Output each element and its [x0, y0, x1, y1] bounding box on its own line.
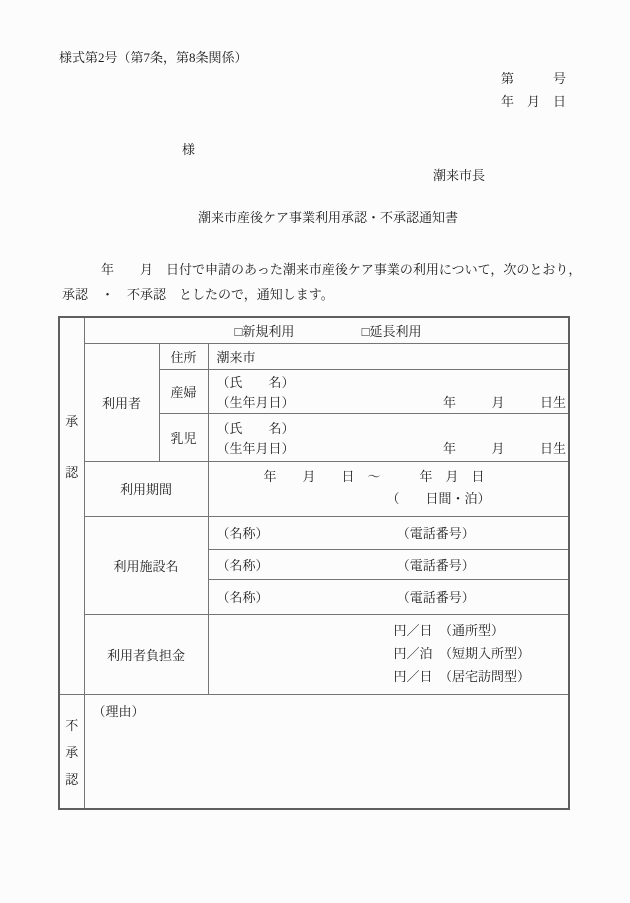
- infant-birthdate-line: [209, 439, 569, 459]
- facility-name-label: （名称）: [216, 557, 269, 573]
- usage-type-cell: [84, 317, 569, 343]
- fee-value-cell: [208, 614, 569, 694]
- usage-type-row: [59, 317, 569, 343]
- mother-label-cell: 産婦: [159, 369, 208, 413]
- fee-line-home-visit: 円／日 （居宅訪問型）: [393, 668, 531, 684]
- rejection-char-3: 認: [65, 771, 79, 787]
- facility-label-cell: 利用施設名: [84, 516, 208, 614]
- usage-period-row: [59, 461, 569, 516]
- document-title: 潮来市産後ケア事業利用承認・不承認通知書: [197, 210, 458, 225]
- period-date-range: 年 月 日 ～ 年 月 日: [263, 468, 485, 484]
- sender-name: 潮来市長: [433, 168, 486, 183]
- facility-entry-cell-3: [208, 579, 569, 614]
- facility-entry-cell-2: [208, 549, 569, 579]
- rejection-section-label-cell: [59, 694, 84, 809]
- form-number: 様式第2号（第7条，第8条関係）: [59, 50, 248, 65]
- facility-row-1: [59, 516, 569, 549]
- body-paragraph-line-1: 年 月 日付で申請のあった潮来市産後ケア事業の利用について，次のとおり，: [62, 262, 582, 277]
- facility-tel-label: （電話番号）: [396, 526, 475, 541]
- mother-name-label: （氏 名）: [216, 374, 295, 390]
- approval-vertical-label: [60, 318, 84, 481]
- infant-birthdate-fields: [443, 439, 568, 459]
- rejection-char-2: 承: [65, 744, 79, 760]
- facility-tel-label: （電話番号）: [396, 557, 475, 573]
- infant-birthdate-label: （生年月日）: [216, 440, 295, 456]
- notification-table: [58, 316, 570, 810]
- infant-name-label: （氏 名）: [216, 420, 295, 436]
- birth-day-label: 日生: [540, 440, 567, 456]
- period-label-cell: 利用期間: [84, 461, 208, 516]
- fee-line-day-care: 円／日 （通所型）: [393, 622, 505, 638]
- rejection-vertical-label: [60, 695, 84, 809]
- rejection-row: [59, 694, 569, 809]
- approval-char-2: 認: [65, 465, 79, 480]
- mother-birthdate-line: [209, 393, 569, 413]
- birth-month-label: 月: [491, 440, 505, 456]
- mother-birthdate-fields: [443, 393, 568, 413]
- infant-label-cell: 乳児: [159, 413, 208, 461]
- mother-detail-cell: [208, 369, 569, 413]
- address-value-cell: 潮来市: [208, 343, 569, 369]
- fee-line-short-stay: 円／泊 （短期入所型）: [393, 645, 531, 661]
- body-paragraph-line-2: 承認 ・ 不承認 としたので，通知します。: [62, 287, 334, 302]
- birth-year-label: 年: [443, 440, 457, 456]
- infant-detail-cell: [208, 413, 569, 461]
- document-number-line: 第 号: [500, 71, 566, 86]
- issue-date-line: 年 月 日: [500, 94, 566, 109]
- period-value-cell: [208, 461, 569, 516]
- reason-label: （理由）: [92, 703, 145, 719]
- birth-year-label: 年: [443, 394, 457, 410]
- facility-name-label: （名称）: [216, 590, 269, 605]
- facility-name-label: （名称）: [216, 526, 269, 541]
- approval-section-label-cell: [59, 317, 84, 694]
- checkbox-new-usage: □新規利用: [234, 323, 295, 339]
- checkbox-extension-usage: □延長利用: [361, 323, 422, 339]
- birth-month-label: 月: [491, 394, 505, 410]
- address-label-cell: 住所: [159, 343, 208, 369]
- address-row: [59, 343, 569, 369]
- birth-day-label: 日生: [540, 394, 567, 410]
- rejection-reason-cell: [84, 694, 569, 809]
- user-label-cell: 利用者: [84, 343, 159, 461]
- facility-tel-label: （電話番号）: [396, 590, 475, 605]
- fee-label-cell: 利用者負担金: [84, 614, 208, 694]
- mother-birthdate-label: （生年月日）: [216, 394, 295, 410]
- rejection-char-1: 不: [65, 717, 79, 733]
- period-days-nights: （ 日間・泊）: [386, 490, 491, 506]
- addressee-suffix: 様: [182, 142, 196, 157]
- user-fee-row: [59, 614, 569, 694]
- approval-char-1: 承: [65, 414, 79, 429]
- facility-entry-cell-1: [208, 516, 569, 549]
